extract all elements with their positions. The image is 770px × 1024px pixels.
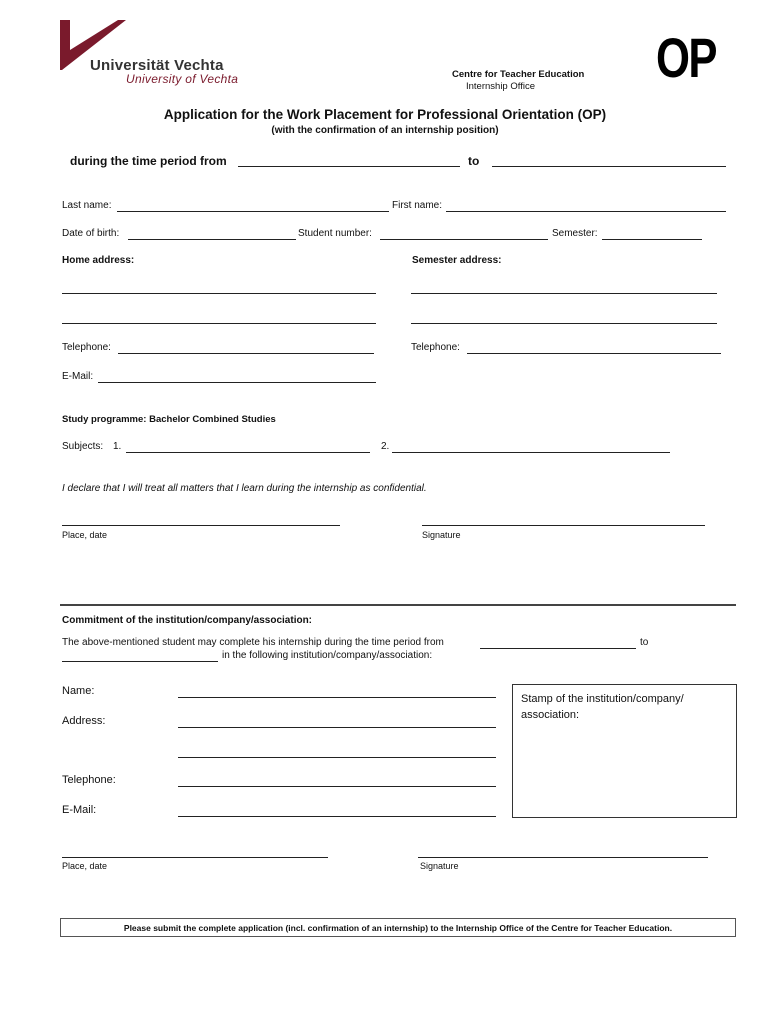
student-number-label: Student number:: [298, 228, 372, 239]
commitment-heading: Commitment of the institution/company/association:: [62, 615, 313, 626]
first-name-field[interactable]: [446, 211, 726, 212]
study-programme: Study programme: Bachelor Combined Studies: [62, 414, 276, 425]
signature-label-1: Signature: [422, 530, 461, 540]
institution-address-label: Address:: [62, 715, 106, 727]
centre-name: Centre for Teacher Education: [452, 69, 585, 80]
signature-field-2[interactable]: [418, 857, 708, 858]
period-from-field[interactable]: [238, 166, 460, 167]
home-address-line-2[interactable]: [62, 323, 376, 324]
commitment-text-1: The above-mentioned student may complete his internship during the time period from: [62, 637, 444, 648]
home-telephone-field[interactable]: [118, 353, 374, 354]
institution-email-label: E-Mail:: [62, 804, 97, 816]
subjects-label: Subjects:: [62, 441, 104, 452]
period-to-label: to: [468, 154, 480, 168]
university-logo: [60, 20, 260, 90]
semester-telephone-field[interactable]: [467, 353, 721, 354]
place-date-label-1: Place, date: [62, 530, 108, 540]
institution-address-field-1[interactable]: [178, 727, 496, 728]
email-field[interactable]: [98, 382, 376, 383]
semester-address-label: Semester address:: [412, 255, 502, 266]
semester-label: Semester:: [552, 228, 598, 239]
institution-name-field[interactable]: [178, 697, 496, 698]
home-address-line-1[interactable]: [62, 293, 376, 294]
home-address-label: Home address:: [62, 255, 135, 266]
dob-label: Date of birth:: [62, 228, 120, 239]
semester-address-line-2[interactable]: [411, 323, 717, 324]
signature-field-1[interactable]: [422, 525, 705, 526]
institution-telephone-field[interactable]: [178, 786, 496, 787]
commitment-text-2: in the following institution/company/association:: [222, 650, 433, 661]
place-date-field-2[interactable]: [62, 857, 328, 858]
submission-note-box: [60, 918, 736, 937]
commitment-from-field[interactable]: [480, 648, 636, 649]
email-label: E-Mail:: [62, 371, 94, 382]
last-name-field[interactable]: [117, 211, 389, 212]
institution-email-field[interactable]: [178, 816, 496, 817]
commitment-to-label: to: [640, 637, 649, 648]
institution-address-field-2[interactable]: [178, 757, 496, 758]
section-divider: [60, 604, 736, 606]
office-name: Internship Office: [466, 81, 536, 92]
home-telephone-label: Telephone:: [62, 342, 111, 353]
form-title: Application for the Work Placement for Professional Orientation (OP): [163, 107, 607, 122]
submission-note: Please submit the complete application (incl. confirmation of an internship) to the Internship Office of the Centre for Teacher Education.: [123, 923, 673, 933]
subject-1-number: 1.: [113, 441, 122, 452]
subject-2-number: 2.: [381, 441, 390, 452]
institution-telephone-label: Telephone:: [62, 774, 116, 786]
logo-name: Universität Vechta: [90, 57, 224, 74]
commitment-to-field[interactable]: [62, 661, 218, 662]
last-name-label: Last name:: [62, 200, 112, 211]
op-badge: OP: [656, 26, 716, 89]
period-to-field[interactable]: [492, 166, 726, 167]
student-number-field[interactable]: [380, 239, 548, 240]
semester-address-line-1[interactable]: [411, 293, 717, 294]
logo-subtitle: University of Vechta: [126, 72, 239, 86]
institution-name-label: Name:: [62, 685, 95, 697]
subject-1-field[interactable]: [126, 452, 370, 453]
signature-label-2: Signature: [420, 861, 459, 871]
stamp-label: Stamp of the institution/company/ association:: [521, 693, 684, 721]
semester-field[interactable]: [602, 239, 702, 240]
stamp-box[interactable]: [512, 684, 737, 818]
place-date-label-2: Place, date: [62, 861, 108, 871]
dob-field[interactable]: [128, 239, 296, 240]
semester-telephone-label: Telephone:: [411, 342, 460, 353]
form-subtitle: (with the confirmation of an internship position): [271, 125, 499, 136]
place-date-field-1[interactable]: [62, 525, 340, 526]
subject-2-field[interactable]: [392, 452, 670, 453]
period-from-label: during the time period from: [70, 154, 227, 168]
first-name-label: First name:: [392, 200, 443, 211]
confidentiality-declaration: I declare that I will treat all matters that I learn during the internship as confidential.: [62, 483, 427, 494]
